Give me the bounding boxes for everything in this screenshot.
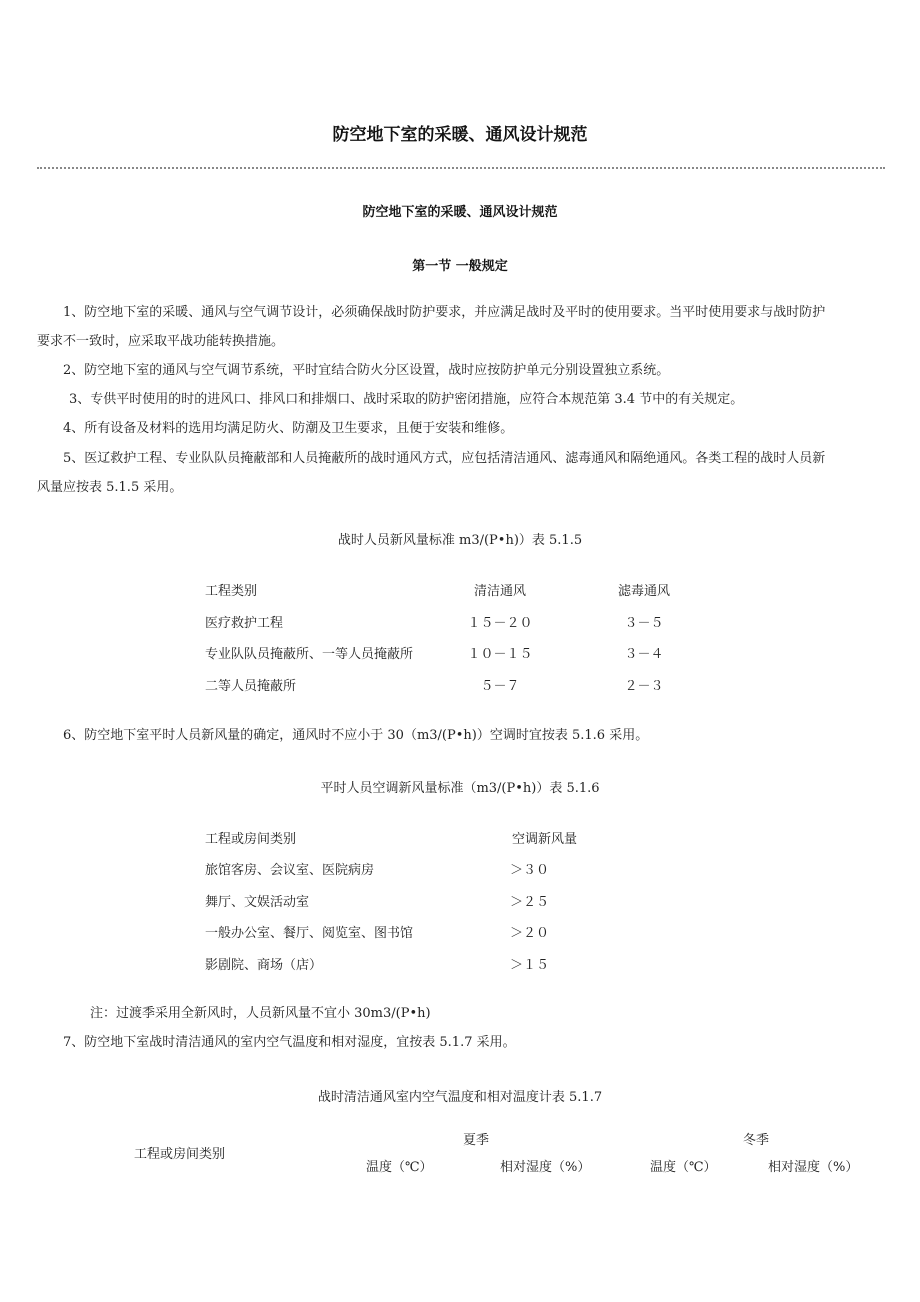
paragraph-2: 2、防空地下室的通风与空气调节系统，平时宜结合防火分区设置，战时应按防护单元分别设置独立系统。 (63, 363, 670, 378)
table-515-row-clean: １５－２０ (467, 616, 533, 631)
paragraph-1-line-1: 1、防空地下室的采暖、通风与空气调节设计，必须确保战时防护要求，并应满足战时及平时的使用要求。当平时使用要求与战时防护 (63, 305, 826, 320)
table-515-header-clean: 清洁通风 (473, 584, 526, 599)
table-517-subheader-summer-humidity: 相对湿度（%） (500, 1160, 591, 1175)
table-516-row-category: 旅馆客房、会议室、医院病房 (205, 863, 375, 878)
table-515-row-category: 二等人员掩蔽所 (205, 679, 297, 694)
table-515-row-clean: １０－１５ (467, 647, 533, 662)
table-516-header-category: 工程或房间类别 (205, 832, 297, 847)
page-title: 防空地下室的采暖、通风设计规范 (332, 125, 588, 145)
table-516-row-airflow: ＞２０ (510, 926, 550, 941)
table-517-header-category: 工程或房间类别 (134, 1147, 226, 1162)
table-515-header-category: 工程类别 (205, 584, 258, 599)
table-515-row-clean: ５－７ (480, 679, 520, 694)
paragraph-1-line-2: 要求不一致时，应采取平战功能转换措施。 (37, 334, 285, 349)
dotted-divider (37, 167, 885, 169)
table-517-subheader-winter-temp: 温度（℃） (650, 1160, 717, 1175)
table-515-row-filter: ３－５ (624, 616, 664, 631)
table-515-row-category: 医疗救护工程 (205, 616, 284, 631)
table-516-row-category: 一般办公室、餐厅、阅览室、图书馆 (205, 926, 414, 941)
table-515-row-filter: ２－３ (624, 679, 664, 694)
paragraph-4: 4、所有设备及材料的选用均满足防火、防潮及卫生要求，且便于安装和维修。 (63, 421, 514, 436)
table-516-row-airflow: ＞２５ (510, 895, 550, 910)
table-517-header-summer: 夏季 (462, 1133, 489, 1148)
table-516-header-airflow: 空调新风量 (512, 832, 578, 847)
paragraph-7: 7、防空地下室战时清洁通风的室内空气温度和相对湿度，宜按表 5.1.7 采用。 (63, 1035, 516, 1050)
table-516-note: 注：过渡季采用全新风时，人员新风量不宜小 30m3/(P•h) (90, 1006, 431, 1021)
table-516-row-category: 影剧院、商场（店） (205, 958, 323, 973)
table-517-subheader-summer-temp: 温度（℃） (366, 1160, 433, 1175)
paragraph-6: 6、防空地下室平时人员新风量的确定，通风时不应小于 30（m3/(P•h)）空调时宜按表 5.1.6 采用。 (63, 728, 649, 743)
table-516-row-airflow: ＞３０ (510, 863, 550, 878)
table-517-header-winter: 冬季 (742, 1133, 769, 1148)
table-516-row-category: 舞厅、文娱活动室 (205, 895, 310, 910)
document-subtitle: 防空地下室的采暖、通风设计规范 (362, 205, 558, 220)
table-515-row-category: 专业队队员掩蔽所、一等人员掩蔽所 (205, 647, 414, 662)
table-515-row-filter: ３－４ (624, 647, 664, 662)
table-517-subheader-winter-humidity: 相对湿度（%） (768, 1160, 859, 1175)
table-515-caption: 战时人员新风量标准 m3/(P•h)）表 5.1.5 (337, 533, 583, 548)
table-516-caption: 平时人员空调新风量标准（m3/(P•h)）表 5.1.6 (320, 781, 600, 796)
paragraph-5-line-1: 5、医辽救护工程、专业队队员掩蔽部和人员掩蔽所的战时通风方式，应包括清洁通风、滤毒通风和隔绝通风。各类工程的战时人员新 (63, 451, 826, 466)
table-515-header-filter: 滤毒通风 (617, 584, 670, 599)
table-516-row-airflow: ＞１５ (510, 958, 550, 973)
paragraph-3: 3、专供平时使用的时的进风口、排风口和排烟口、战时采取的防护密闭措施，应符合本规范第 3.4 节中的有关规定。 (69, 392, 744, 407)
table-517-caption: 战时清洁通风室内空气温度和相对温度计表 5.1.7 (317, 1090, 603, 1105)
paragraph-5-line-2: 风量应按表 5.1.5 采用。 (37, 480, 183, 495)
section-heading: 第一节 一般规定 (412, 259, 508, 274)
